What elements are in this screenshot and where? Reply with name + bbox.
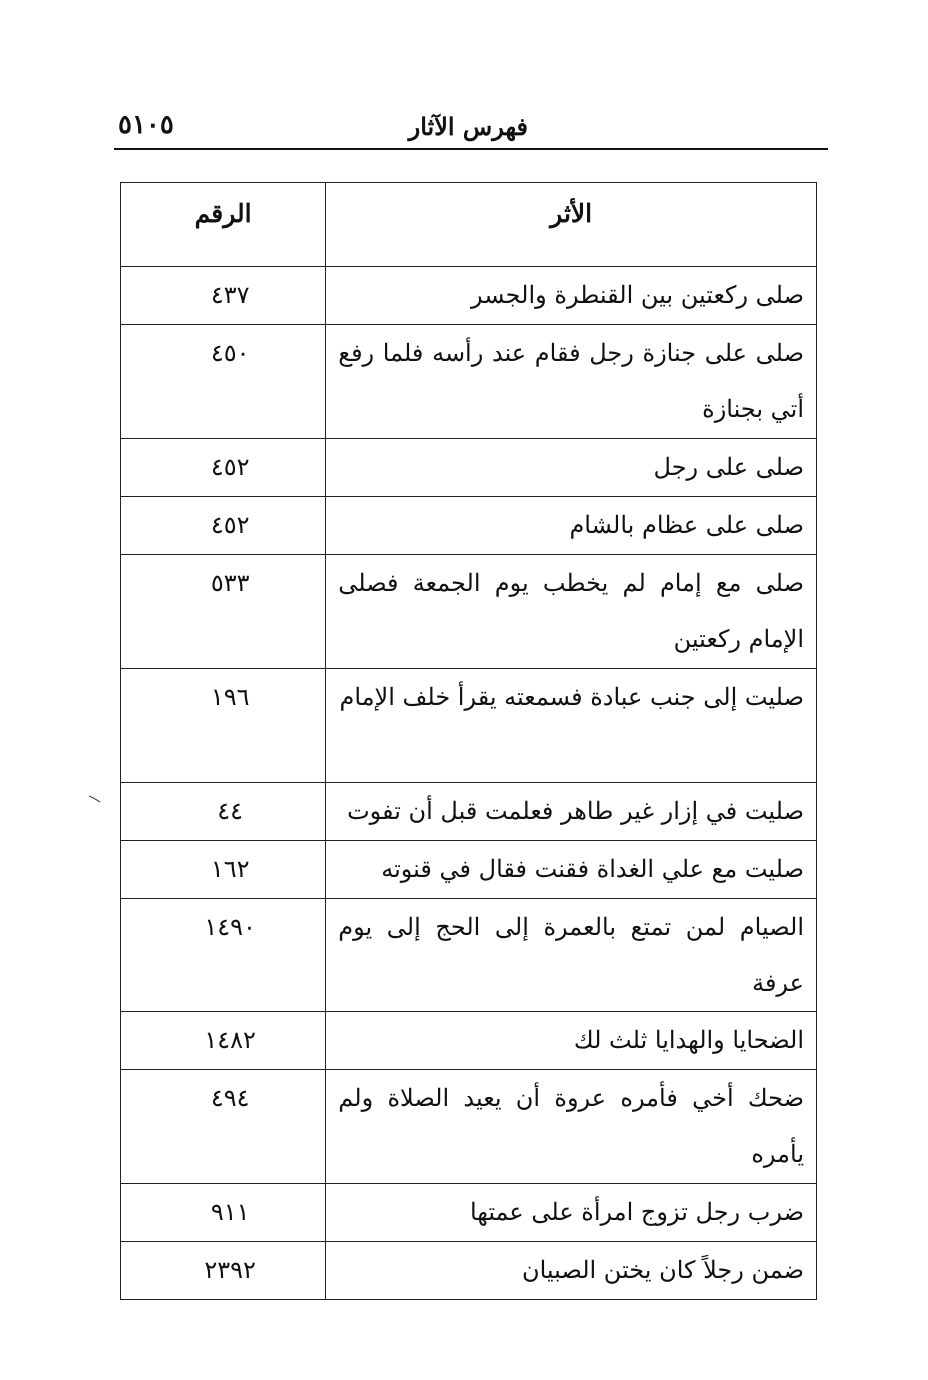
athar-index-table [120,182,817,1300]
table-row [121,325,817,439]
athar-number: ١٦٢ [210,855,250,883]
athar-text: صليت إلى جنب عبادة فسمعته يقرأ خلف الإمام [339,683,804,711]
athar-text: صلى مع إمام لم يخطب يوم الجمعة فصلى الإمام ركعتين [338,569,804,653]
athar-text: صلى على جنازة رجل فقام عند رأسه فلما رفع أتي بجنازة [338,339,804,423]
table-row [121,267,817,325]
running-title: فهرس الآثار [408,112,528,141]
table-row [121,899,817,1012]
page-header [114,104,828,150]
table-row [121,1012,817,1070]
athar-text: ضحك أخي فأمره عروة أن يعيد الصلاة ولم يأمره [338,1084,804,1168]
athar-number: ٢٣٩٢ [204,1256,256,1284]
athar-text: صلى على عظام بالشام [569,511,804,539]
athar-text: صليت في إزار غير طاهر فعلمت قبل أن تفوت [347,797,804,825]
athar-number: ٤٩٤ [210,1084,250,1112]
table-row [121,783,817,841]
table-row [121,1184,817,1242]
column-header-number: الرقم [121,183,326,267]
table-header-row [121,183,817,267]
column-header-athar: الأثر [326,183,817,267]
table-row [121,555,817,669]
athar-text: صليت مع علي الغداة فقنت فقال في قنوته [381,855,804,883]
page-number: ٥١٠٥ [118,110,174,140]
athar-number: ١٤٩٠ [204,913,256,941]
table-row [121,841,817,899]
table-row [121,1070,817,1184]
table-row [121,439,817,497]
athar-text: ضمن رجلاً كان يختن الصبيان [521,1256,804,1284]
athar-number: ١٤٨٢ [204,1026,256,1054]
athar-number: ٤٣٧ [210,281,250,309]
athar-text: ضرب رجل تزوج امرأة على عمتها [469,1198,804,1226]
ink-speck [88,794,102,804]
athar-text: الضحايا والهدايا ثلث لك [573,1026,804,1054]
athar-number: ٥٣٣ [210,569,250,597]
athar-number: ٤٤ [217,797,244,825]
athar-text: الصيام لمن تمتع بالعمرة إلى الحج إلى يوم عرفة [338,913,804,997]
table-row [121,669,817,783]
athar-text: صلى ركعتين بين القنطرة والجسر [471,281,804,309]
table-row [121,497,817,555]
table-row [121,1242,817,1300]
athar-number: ٤٥٢ [210,511,250,539]
athar-number: ١٩٦ [210,683,250,711]
athar-number: ٤٥٠ [210,339,250,367]
athar-number: ٤٥٢ [210,453,250,481]
athar-number: ٩١١ [210,1198,250,1226]
athar-text: صلى على رجل [653,453,804,481]
